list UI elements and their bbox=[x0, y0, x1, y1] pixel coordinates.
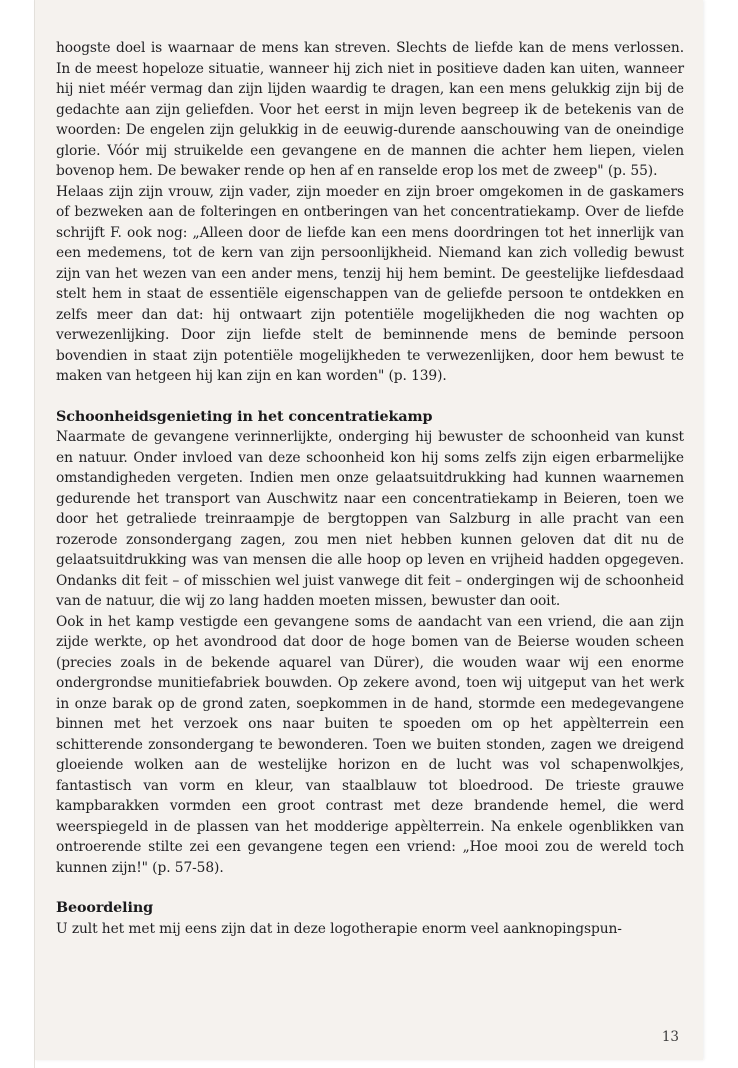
scan-margin bbox=[0, 0, 35, 1068]
section-heading-assessment: Beoordeling bbox=[56, 900, 154, 916]
page-number: 13 bbox=[661, 1029, 679, 1045]
paragraph-family-loss: Helaas zijn zijn vrouw, zijn vader, zijn moeder en zijn broer omgekomen in de gaskamers of bezweken aan de folteringen en ontberingen van het concentratiekamp. Over de liefde schrijft F. ook nog: „Alleen door de liefde kan een mens doordringen tot het innerlijk van een medemens, tot de kern van zijn persoonlijkheid. Niemand kan zich volledig bewust zijn van het wezen van een ander mens, tenzij hij hem bemint. De geestelijke liefdesdaad stelt hem in staat de essentiële eigenschappen van de geliefde persoon te ontdekken en zelfs meer dan dat: hij ontwaart zijn potentiële mogelijkheden die nog wachten op verwezenlijking. Door zijn liefde stelt de beminnende mens de beminde persoon bovendien in staat zijn potentiële mogelijkheden te verwezenlijken, door hem bewust te maken van hetgeen hij kan zijn en kan worden" (p. 139). bbox=[56, 183, 684, 384]
section-heading-beauty: Schoonheidsgenieting in het concentratiekamp bbox=[56, 408, 433, 425]
book-page bbox=[35, 0, 703, 1060]
page-body bbox=[56, 38, 684, 939]
paragraph-beauty-nature: Naarmate de gevangene verinnerlijkte, onderging hij bewuster de schoonheid van kunst en natuur. Onder invloed van deze schoonheid kon hij soms zelfs zijn eigen erbarmelijke omstandigheden vergeten. Indien men onze gelaatsuitdrukking had kunnen waarnemen gedurende het transport van Auschwitz naar een concentratiekamp in Beieren, toen we door het getraliede treinraampje de bergtoppen van Salzburg in alle pracht van een rozerode zonsondergang zagen, zou men niet hebben kunnen geloven dat dit nu de gelaatsuitdrukking was van mensen die alle hoop op leven en vrijheid hadden opgegeven. Ondanks dit feit – of misschien wel juist vanwege dit feit – ondergingen wij de schoonheid van de natuur, die wij zo lang hadden moeten missen, bewuster dan ooit. bbox=[56, 429, 684, 609]
section-gap bbox=[56, 387, 684, 407]
paragraph-sunset-camp: Ook in het kamp vestigde een gevangene soms de aandacht van een vriend, die aan zijn zijde werkte, op het avondrood dat door de hoge bomen van de Beierse wouden scheen (precies zoals in de bekende aquarel van Dürer), die wouden waar wij een enorme ondergrondse munitiefabriek bouwden. Op zekere avond, toen wij uitgeput van het werk in onze barak op de grond zaten, soepkommen in de hand, stormde een medegevangene binnen met het verzoek ons naar buiten te spoeden om op het appèlterrein een schitterende zonsondergang te bewonderen. Toen we buiten stonden, zagen we dreigend gloeiende wolken aan de westelijke horizon en de lucht was vol schapenwolkjes, fantastisch van vorm en kleur, van staalblauw tot bloedrood. De trieste grauwe kampbarakken vormden een groot contrast met deze brandende hemel, die werd weerspiegeld in de plassen van het modderige appèlterrein. Na enkele ogenblikken van ontroerende stilte zei een gevangene tegen een vriend: „Hoe mooi zou de wereld toch kunnen zijn!" (p. 57-58). bbox=[56, 613, 684, 876]
section-gap bbox=[56, 878, 684, 898]
paragraph-love-quote: hoogste doel is waarnaar de mens kan streven. Slechts de liefde kan de mens verlossen. In de meest hopeloze situatie, wanneer hij zich niet in positieve daden kan uiten, wanneer hij niet méér vermag dan zijn lijden waardig te dragen, kan een mens gelukkig zijn bij de gedachte aan zijn geliefden. Voor het eerst in mijn leven begreep ik de betekenis van de woorden: De engelen zijn gelukkig in de eeuwig-durende aanschouwing van de oneindige glorie. Vóór mij struikelde een gevangene en de mannen die achter hem liepen, vielen bovenop hem. De bewaker rende op hen af en ranselde erop los met de zweep" (p. 55). bbox=[56, 40, 684, 179]
paragraph-assessment: U zult het met mij eens zijn dat in deze logotherapie enorm veel aanknopingspun- bbox=[56, 920, 622, 937]
